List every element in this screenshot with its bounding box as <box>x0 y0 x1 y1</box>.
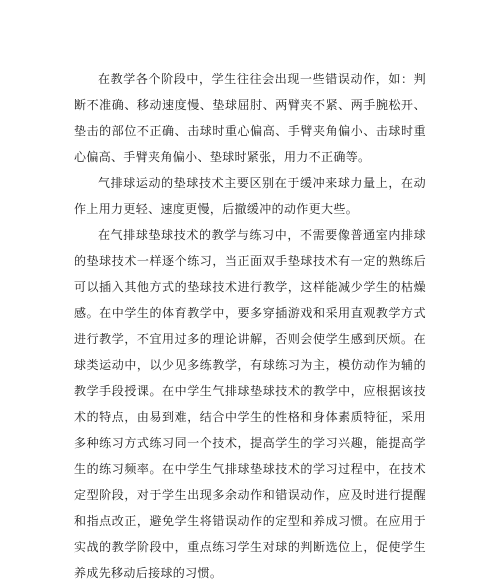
document-body <box>74 66 426 586</box>
paragraph-technique-difference: 气排球运动的垫球技术主要区别在于缓冲来球力量上，在动作上用力更轻、速度更慢，后撤缓冲的动作更大些。 <box>74 176 426 216</box>
paragraph-teaching-practice: 在气排球垫球技术的教学与练习中，不需要像普通室内排球的垫球技术一样逐个练习，当正面双手垫球技术有一定的熟练后可以插入其他方式的垫球技术进行教学，这样能减少学生的枯燥感。在中学生的体育教学中，要多穿插游戏和采用直观教学方式进行教学，不宜用过多的理论讲解，否则会使学生感到厌烦。在球类运动中，以少见多练教学，有球练习为主，模仿动作为辅的教学手段授课。在中学生气排球垫球技术的教学中，应根据该技术的特点，由易到难，结合中学生的性格和身体素质特征，采用多种练习方式练习同一个技术，提高学生的学习兴趣，能提高学生的练习频率。在中学生气排球垫球技术的学习过程中，在技术定型阶段，对于学生出现多余动作和错误动作，应及时进行提醒和指点改正，避免学生将错误动作的定型和养成习惯。在应用于实战的教学阶段中，重点练习学生对球的判断选位上，促使学生养成先移动后接球的习惯。 <box>74 228 426 580</box>
paragraph-error-actions: 在教学各个阶段中，学生往往会出现一些错误动作，如：判断不准确、移动速度慢、垫球屈肘、两臂夹不紧、两手腕松开、垫击的部位不正确、击球时重心偏高、手臂夹角偏小、击球时重心偏高、手臂夹角偏小、垫球时紧张，用力不正确等。 <box>74 72 426 164</box>
